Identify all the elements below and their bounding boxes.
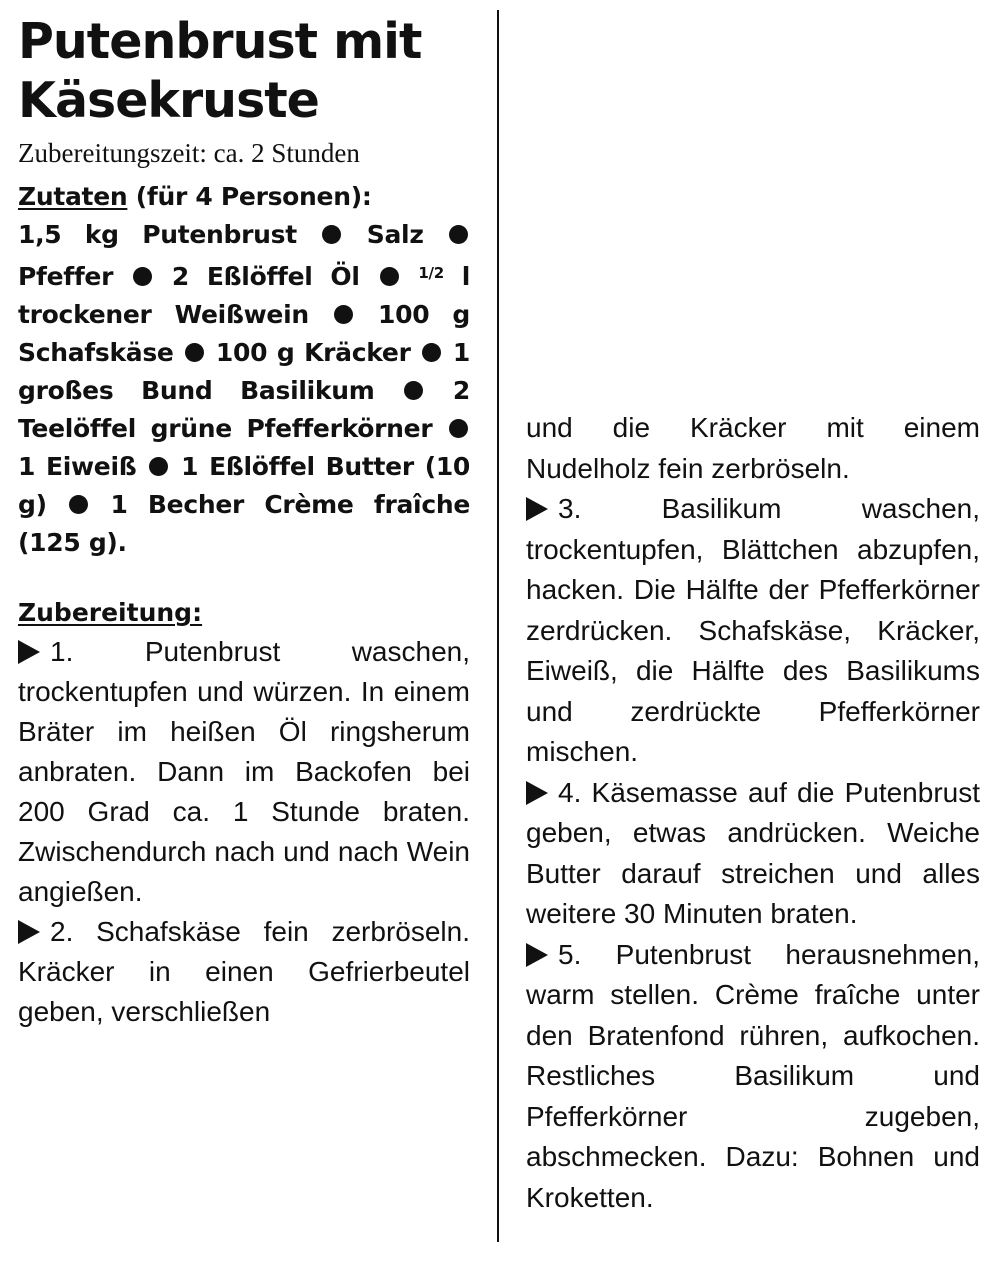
- step-2-continued: und die Kräcker mit einem Nudelholz fein zerbröseln.: [526, 412, 980, 484]
- bullet-icon: [185, 343, 204, 362]
- bullet-icon: [380, 267, 399, 286]
- ingredients-qualifier: (für 4 Personen):: [127, 182, 372, 211]
- bullet-icon: [149, 457, 168, 476]
- arrow-right-icon: [526, 781, 548, 805]
- arrow-right-icon: [526, 943, 548, 967]
- arrow-right-icon: [526, 497, 548, 521]
- ingredient-item: 1 großes Bund Basilikum: [18, 338, 471, 405]
- bullet-icon: [133, 267, 152, 286]
- left-column: [18, 12, 470, 1032]
- bullet-icon: [404, 381, 423, 400]
- step-1-text: 1. Putenbrust waschen, trockentupfen und würzen. In einem Bräter im heißen Öl ringsherum anbraten. Dann im Backofen bei 200 Grad ca. 1 Stunde braten. Zwischendurch nach und nach Wein angießen.: [18, 636, 470, 907]
- ingredient-item: l trockener Weißwein: [18, 262, 471, 329]
- bullet-icon: [449, 225, 468, 244]
- ingredients-block: [18, 178, 470, 562]
- step-3-text: 3. Basilikum waschen, trockentupfen, Blättchen abzupfen, hacken. Die Hälfte der Pfefferkörner zerdrücken. Schafskäse, Kräcker, Eiweiß, die Hälfte des Basilikums und zerdrückte Pfefferkörner mischen.: [526, 493, 980, 767]
- preparation-heading: [18, 594, 470, 632]
- ingredient-item: 2 Eßlöffel Öl: [171, 262, 360, 291]
- preparation-heading-text: Zubereitung:: [18, 598, 203, 627]
- ingredient-item: 2 Teelöffel grüne Pfefferkörner: [18, 376, 471, 443]
- ingredient-item: 1 Eiweiß: [18, 452, 137, 481]
- bullet-icon: [69, 495, 88, 514]
- ingredient-item: Pfeffer: [18, 262, 114, 291]
- step-2-text: 2. Schafskäse fein zerbröseln. Kräcker in einen Gefrierbeutel geben, verschließen: [18, 916, 470, 1027]
- ingredient-item: 100 g Schafskäse: [18, 300, 471, 367]
- title-line-2: Käsekruste: [18, 72, 319, 129]
- right-column: [526, 408, 980, 1218]
- step-4-text: 4. Käsemasse auf die Putenbrust geben, etwas andrücken. Weiche Butter darauf streichen und alles weitere 30 Minuten braten.: [526, 776, 980, 929]
- column-divider: [497, 10, 499, 1242]
- title-line-1: Putenbrust mit: [18, 13, 422, 70]
- ingredients-label: Zutaten: [18, 182, 128, 211]
- ingredient-item: 100 g Kräcker: [215, 338, 411, 367]
- arrow-right-icon: [18, 640, 40, 664]
- bullet-icon: [422, 343, 441, 362]
- ingredient-item: 1 Becher Crème fraîche (125 g).: [18, 490, 470, 557]
- step-4: [526, 773, 980, 935]
- recipe-title: [18, 12, 470, 130]
- step-5-text: 5. Putenbrust herausnehmen, warm stellen. Crème fraîche unter den Bratenfond rühren, aufkochen. Restliches Basilikum und Pfefferkörner zugeben, abschmecken. Dazu: Bohnen und Kroketten.: [526, 938, 980, 1213]
- ingredient-item: Salz: [366, 220, 424, 249]
- step-2: [18, 912, 470, 1032]
- arrow-right-icon: [18, 920, 40, 944]
- bullet-icon: [449, 419, 468, 438]
- wine-fraction: 1/2: [418, 264, 444, 282]
- step-1: [18, 632, 470, 912]
- bullet-icon: [334, 305, 353, 324]
- step-3: [526, 489, 980, 773]
- bullet-icon: [322, 225, 341, 244]
- step-5: [526, 935, 980, 1219]
- ingredient-item: 1,5 kg Putenbrust: [18, 220, 297, 249]
- ingredient-item: 1 Eßlöffel Butter (10 g): [18, 452, 471, 519]
- prep-time: Zubereitungszeit: ca. 2 Stunden: [18, 138, 360, 168]
